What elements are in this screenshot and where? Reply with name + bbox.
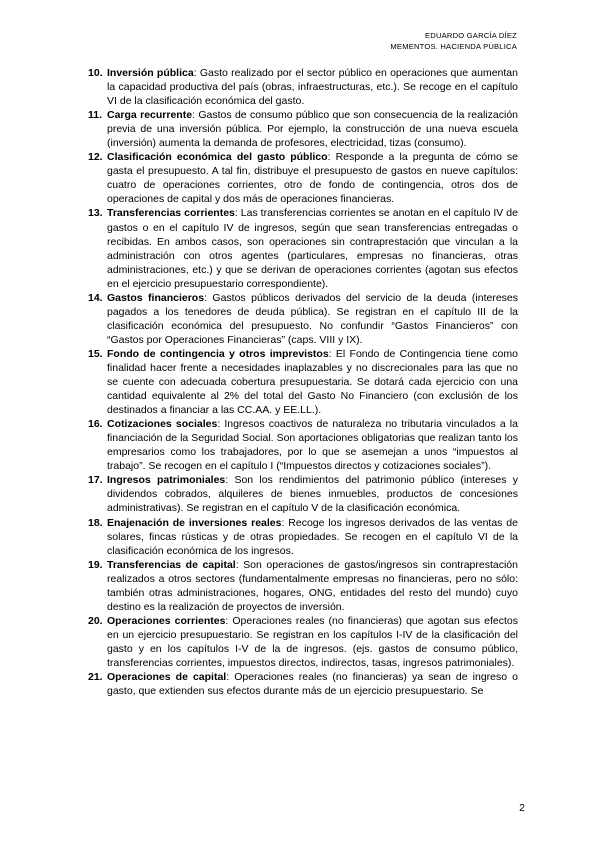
entry-number: 19. xyxy=(88,558,103,571)
entry-definition: : Gasto realizado por el sector público en operaciones que aumentan la capacidad productiva del país (obras, infraestructuras, etc.). Se recoge en el capítulo VI de la clasificación económica del gasto. xyxy=(107,67,518,108)
entry-term: Gastos financieros xyxy=(107,291,205,304)
entry-definition: : Son operaciones de gastos/ingresos sin contraprestación realizados a otros sectores (fundamentalmente empresas no financieras, pero no sólo: también otras administraciones, hogares, ONG, entidades del resto del mundo) cuyo destino es la realización de proyectos de inversión. xyxy=(107,558,518,613)
glossary-entry xyxy=(88,347,518,417)
entry-term: Enajenación de inversiones reales xyxy=(107,516,282,529)
entry-number: 20. xyxy=(88,614,103,627)
glossary-entry xyxy=(88,66,518,108)
entry-term: Transferencias de capital xyxy=(107,558,236,571)
entry-number: 12. xyxy=(88,151,103,164)
entry-number: 11. xyxy=(88,109,103,122)
entry-definition: : El Fondo de Contingencia tiene como finalidad hacer frente a necesidades inaplazables y no discrecionales para las que no se cuente con adecuada cobertura presupuestaria. Se dotará cada ejercicio con una cantidad equivalente al 2% del total del Gasto No Financiero (con exclusión de los destinados a financiar a las CC.AA. y EE.LL.). xyxy=(107,347,518,417)
glossary-entry xyxy=(88,473,518,515)
glossary-entry xyxy=(88,291,518,347)
glossary-list xyxy=(88,66,518,698)
glossary-entry xyxy=(88,558,518,614)
entry-definition: : Ingresos coactivos de naturaleza no tributaria vinculados a la financiación de la Seguridad Social. Son aportaciones obligatorias que realizan tanto los empresarios como los trabajadores, por lo que se asemejan a unos “impuestos al trabajo”. Se recogen en el capítulo I (“Impuestos directos y cotizaciones sociales”). xyxy=(107,418,518,473)
entry-definition: : Gastos públicos derivados del servicio de la deuda (intereses pagados a los tenedores de deuda pública). Se registran en el capítulo III de la clasificación económica del presupuesto. No confundir “Gastos Financieros” con “Gastos por Operaciones Financieras” (caps. VIII y IX). xyxy=(107,291,519,346)
entry-definition: : Las transferencias corrientes se anotan en el capítulo IV de gastos o en el capítulo IV de ingresos, según que sean transferencias entregadas o recibidas. En ambos casos, son operaciones sin contraprestación que vinculan a la administración con otros agentes (particulares, empresas no financieras, otras administraciones, etc.) y que se derivan de operaciones corrientes (agotan sus efectos en el ejercicio presupuestario correspondiente). xyxy=(107,207,518,290)
entry-term: Fondo de contingencia y otros imprevistos xyxy=(107,347,329,360)
entry-number: 18. xyxy=(88,516,103,529)
entry-number: 13. xyxy=(88,207,103,220)
entry-term: Carga recurrente xyxy=(107,109,193,122)
entry-number: 10. xyxy=(88,67,103,79)
glossary-entry xyxy=(88,108,518,150)
entry-definition: : Operaciones reales (no financieras) que agotan sus efectos en un ejercicio presupuestario. Se registran en los capítulos I-IV de la clasificación del gasto y en los capítulos I-V de la de ingresos. (ejs. gastos de consumo público, transferencias corrientes, impuestos directos, indirectos, tasas, ingresos patrimoniales). xyxy=(107,614,518,669)
glossary-entry xyxy=(88,614,518,670)
header-author: EDUARDO GARCÍA DÍEZ xyxy=(425,31,517,40)
entry-term: Operaciones de capital xyxy=(107,671,227,684)
entry-number: 14. xyxy=(88,291,103,304)
entry-term: Cotizaciones sociales xyxy=(107,418,218,431)
entry-number: 16. xyxy=(88,418,103,431)
entry-definition: : Operaciones reales (no financieras) ya sean de ingreso o gasto, que extienden sus efectos durante más de un ejercicio presupuestario. Se xyxy=(107,671,518,698)
entry-number: 17. xyxy=(88,474,103,487)
entry-term: Transferencias corrientes xyxy=(107,207,235,220)
page-number: 2 xyxy=(519,802,525,814)
entry-definition: : Responde a la pregunta de cómo se gasta el presupuesto. A tal fin, distribuye el presupuesto de gastos en nueve capítulos: cuatro de operaciones corrientes, otro de fondo de contingencia, otros dos de operaciones de capital y dos más de operaciones financieras. xyxy=(107,151,518,206)
glossary-entry xyxy=(88,150,518,206)
entry-number: 15. xyxy=(88,347,103,360)
entry-term: Inversión pública xyxy=(107,67,194,79)
page-header xyxy=(390,30,517,52)
entry-term: Clasificación económica del gasto público xyxy=(107,151,328,164)
header-subtitle: MEMENTOS. HACIENDA PÚBLICA xyxy=(390,42,517,51)
entry-definition: : Son los rendimientos del patrimonio público (intereses y dividendos cobrados, alquileres de bienes inmuebles, productos de concesiones administrativas). Se registran en el capítulo V de la clasificación económica. xyxy=(107,474,518,515)
glossary-entry xyxy=(88,417,518,473)
entry-definition: : Gastos de consumo público que son consecuencia de la realización previa de una inversión pública. Por ejemplo, la construcción de una nueva escuela (inversión) aumenta la demanda de profesores, electricidad, tizas (consumo). xyxy=(107,109,518,150)
entry-term: Operaciones corrientes xyxy=(107,614,226,627)
glossary-entry xyxy=(88,670,518,698)
entry-term: Ingresos patrimoniales xyxy=(107,474,226,487)
glossary-entry xyxy=(88,516,518,558)
entry-definition: : Recoge los ingresos derivados de las ventas de solares, fincas rústicas y de otras propiedades. Se recogen en el capítulo VI de la clasificación económica de los ingresos. xyxy=(107,516,518,557)
entry-number: 21. xyxy=(88,671,103,684)
glossary-entry xyxy=(88,206,518,290)
